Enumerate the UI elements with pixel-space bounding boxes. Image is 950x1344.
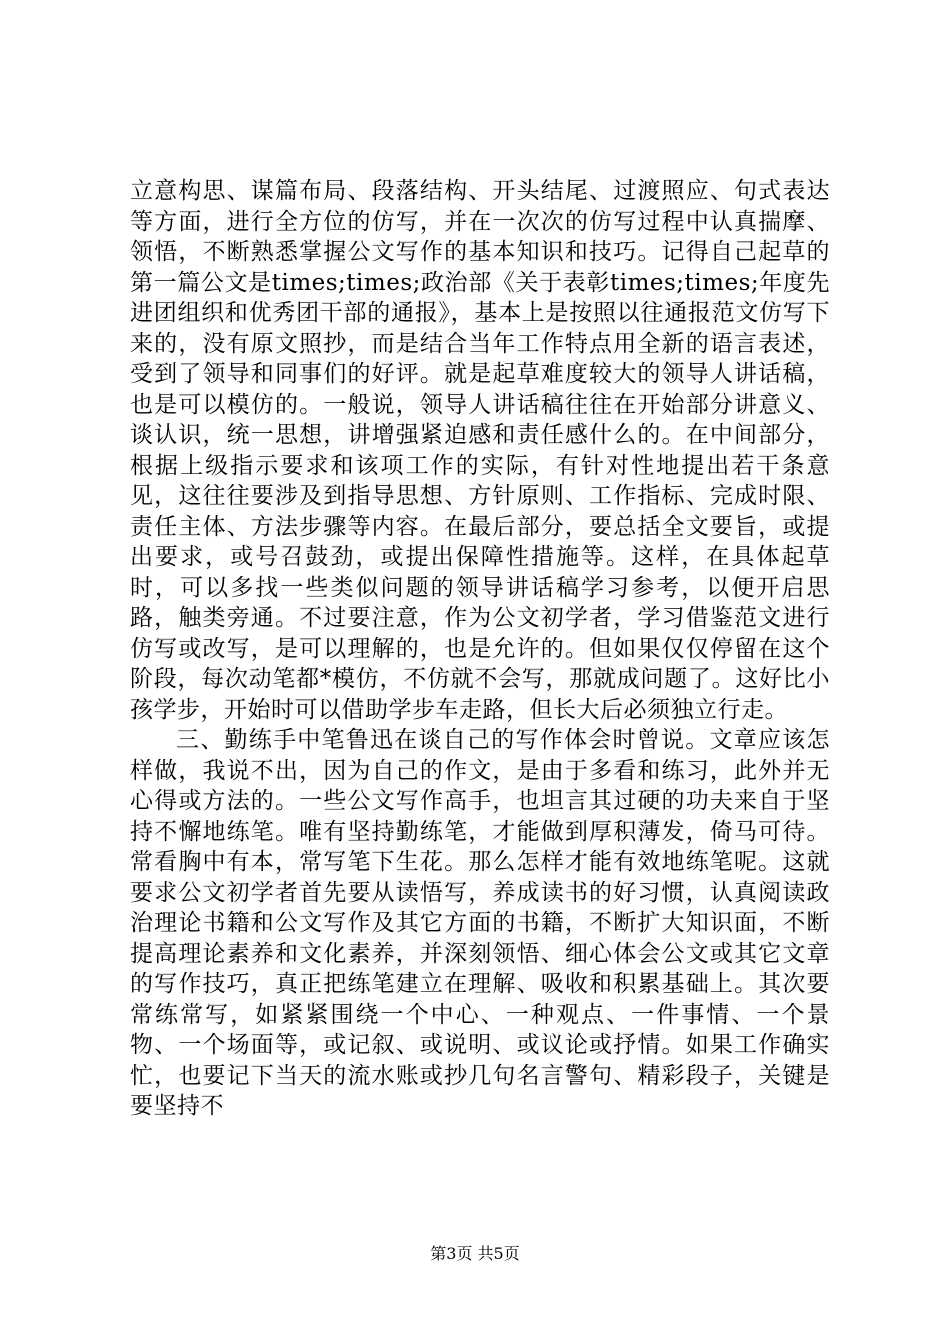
paragraph-1: 立意构思、谋篇布局、段落结构、开头结尾、过渡照应、句式表达等方面，进行全方位的仿写，并在一次次的仿写过程中认真揣摩、领悟，不断熟悉掌握公文写作的基本知识和技巧。记得自己起草的第一篇公文是times;times;政治部《关于表彰times;times;年度先进团组织和优秀团干部的通报》，基本上是按照以往通报范文仿写下来的，没有原文照抄，而是结合当年工作特点用全新的语言表述，受到了领导和同事们的好评。就是起草难度较大的领导人讲话稿，也是可以模仿的。一般说，领导人讲话稿往往在开始部分讲意义、谈认识，统一思想，讲增强紧迫感和责任感什么的。在中间部分，根据上级指示要求和该项工作的实际，有针对性地提出若干条意见，这往往要涉及到指导思想、方针原则、工作指标、完成时限、责任主体、方法步骤等内容。在最后部分，要总括全文要旨，或提出要求，或号召鼓劲，或提出保障性措施等。这样，在具体起草时，可以多找一些类似问题的领导讲话稿学习参考，以便开启思路，触类旁通。不过要注意，作为公文初学者，学习借鉴范文进行仿写或改写，是可以理解的，也是允许的。但如果仅仅停留在这个阶段，每次动笔都*模仿，不仿就不会写，那就成问题了。这好比小孩学步，开始时可以借助学步车走路，但长大后必须独立行走。 [130, 178, 830, 723]
paragraph-2: 三、勤练手中笔鲁迅在谈自己的写作体会时曾说。文章应该怎样做，我说不出，因为自己的作文，是由于多看和练习，此外并无心得或方法的。一些公文写作高手，也坦言其过硬的功夫来自于坚持不懈地练笔。唯有坚持勤练笔，才能做到厚积薄发，倚马可待。常看胸中有本，常写笔下生花。那么怎样才能有效地练笔呢。这就要求公文初学者首先要从读悟写，养成读书的好习惯，认真阅读政治理论书籍和公文写作及其它方面的书籍，不断扩大知识面，不断提高理论素养和文化素养，并深刻领悟、细心体会公文或其它文章的写作技巧，真正把练笔建立在理解、吸收和积累基础上。其次要常练常写，如紧紧围绕一个中心、一种观点、一件事情、一个景物、一个场面等，或记叙、或说明、或议论或抒情。如果工作确实忙，也要记下当天的流水账或抄几句名言警句、精彩段子，关键是要坚持不 [130, 727, 830, 1119]
document-body [130, 176, 830, 1122]
page-footer: 第3页 共5页 [430, 1244, 520, 1263]
